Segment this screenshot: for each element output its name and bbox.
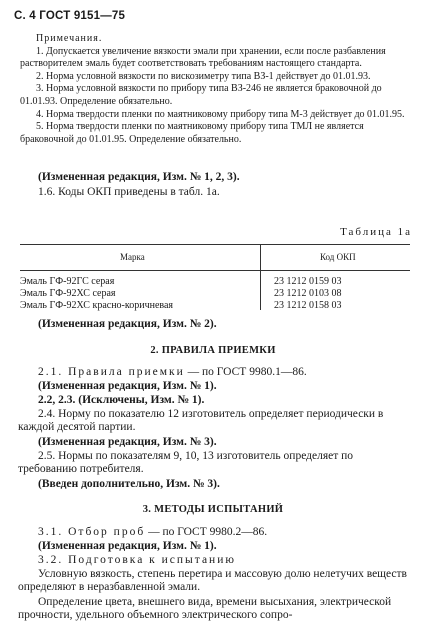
amendment-note: (Введен дополнительно, Изм. № 3). xyxy=(38,478,220,490)
paragraph-3-2-heading: 3.2. Подготовка к испытанию xyxy=(38,554,236,566)
table-cell-code: 23 1212 0103 08 xyxy=(274,288,342,299)
paragraph-2-5: 2.5. Нормы по показателям 9, 10, 13 изготовитель определяет по требованию потребителя. xyxy=(18,450,354,476)
amendment-note: (Измененная редакция, Изм. № 1). xyxy=(38,540,217,552)
table-caption: Таблица 1а xyxy=(340,226,412,238)
paragraph-3-2-text: Условную вязкость, степень перетира и массовую долю нелетучих веществ определяют в неразбавленной эмали. xyxy=(18,568,407,594)
paragraph-3-3-text: Определение цвета, внешнего вида, времени высыхания, электрической прочности, удельного объемного электрического сопро- xyxy=(18,596,392,622)
notes-title: Примечания. xyxy=(36,33,103,44)
note-item: 2. Норма условной вязкости по вискозиметру типа ВЗ-1 действует до 01.01.93. xyxy=(36,70,371,82)
paragraph-3-1-ref: — по ГОСТ 9980.2—86. xyxy=(145,526,268,538)
note-item: 5. Норма твердости пленки по маятниковому прибору типа ТМЛ не является браковочной до 01.01.95. Определение обязательно. xyxy=(20,121,364,145)
table-column-divider xyxy=(260,244,261,310)
section-heading: 3. МЕТОДЫ ИСПЫТАНИЙ xyxy=(142,504,284,515)
paragraph-2-2: 2.2, 2.3. (Исключены, Изм. № 1). xyxy=(38,394,205,406)
paragraph-2-4: 2.4. Норму по показателю 12 изготовитель определяет периодически в каждой десятой партии. xyxy=(18,408,384,434)
note-item: 4. Норма твердости пленки по маятниковому прибору типа М-3 действует до 01.01.95. xyxy=(36,108,405,120)
table-top-rule xyxy=(20,244,410,245)
paragraph-1-6: 1.6. Коды ОКП приведены в табл. 1а. xyxy=(38,186,220,198)
paragraph-2-1 xyxy=(38,366,307,379)
table-header-rule xyxy=(20,270,410,271)
note-item: 3. Норма условной вязкости по прибору типа ВЗ-246 не является браковочной до 01.01.93. Определение обязательно. xyxy=(20,83,382,107)
note-item: 1. Допускается увеличение вязкости эмали при хранении, если после разбавления растворителем эмаль будет соответствовать требованиям настоящего стандарта. xyxy=(20,45,386,70)
table-cell-code: 23 1212 0159 03 xyxy=(274,276,342,287)
page-header: С. 4 ГОСТ 9151—75 xyxy=(14,10,126,22)
table-header-code: Код ОКП xyxy=(320,252,356,262)
paragraph-3-1 xyxy=(38,526,267,539)
amendment-note: (Измененная редакция, Изм. № 2). xyxy=(38,318,217,330)
amendment-note: (Измененная редакция, Изм. № 3). xyxy=(38,436,217,448)
paragraph-3-1-term: 3.1. Отбор проб xyxy=(38,526,146,538)
table-cell-mark: Эмаль ГФ-92ХС красно-коричневая xyxy=(20,300,174,311)
table-cell-mark: Эмаль ГФ-92ХС серая xyxy=(20,288,116,299)
table-header-mark: Марка xyxy=(120,252,145,262)
section-heading: 2. ПРАВИЛА ПРИЕМКИ xyxy=(150,345,276,356)
amendment-note: (Измененная редакция, Изм. № 1). xyxy=(38,380,217,392)
amendment-note: (Измененная редакция, Изм. № 1, 2, 3). xyxy=(38,171,240,183)
notes-block xyxy=(20,33,410,146)
table-cell-code: 23 1212 0158 03 xyxy=(274,300,342,311)
paragraph-2-1-term: 2.1. Правила приемки xyxy=(38,366,185,378)
table-cell-mark: Эмаль ГФ-92ГС серая xyxy=(20,276,115,287)
paragraph-2-1-ref: — по ГОСТ 9980.1—86. xyxy=(184,366,307,378)
